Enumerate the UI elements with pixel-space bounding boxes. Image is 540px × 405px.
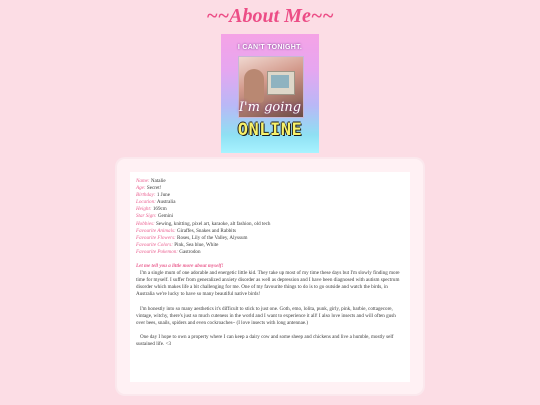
bio-paragraph: I'm honestly into so many aesthetics it's difficult to stick to just one. Goth, emo, lolita, punk, girly, pink, barbie, cottagecore, vintage, witchy, there's just so much cuteness in the world and I want to experience it all! I also love insects and will often gush over bees, snails, spiders and even cockroaches~ (I love insects with long antennae.) bbox=[136, 305, 396, 326]
profile-row bbox=[136, 221, 406, 228]
profile-label: Favourite Colors: bbox=[136, 241, 173, 248]
bio-paragraphs bbox=[136, 270, 406, 348]
banner-top-text: I CAN'T TONIGHT. bbox=[237, 44, 303, 51]
profile-value: Secret! bbox=[146, 185, 162, 192]
profile-value: Roses, Lily of the Valley, Alyssum bbox=[177, 234, 248, 241]
profile-row bbox=[136, 206, 406, 213]
profile-label: Birthday: bbox=[136, 192, 156, 199]
banner-script-text: I'm going bbox=[238, 100, 302, 115]
profile-row bbox=[136, 178, 406, 185]
profile-row bbox=[136, 192, 406, 199]
profile-value: Natalie bbox=[150, 178, 166, 184]
monitor-screen bbox=[271, 75, 289, 88]
profile-value: Sewing, knitting, pixel art, karaoke, alt fashion, old tech bbox=[155, 220, 271, 227]
im-going-online-banner-image bbox=[221, 34, 319, 153]
profile-value: Australia bbox=[156, 199, 176, 206]
profile-label: Height: bbox=[136, 206, 152, 213]
profile-value: Pink, Sea blue, White bbox=[174, 241, 219, 248]
profile-label: Star Sign: bbox=[136, 213, 157, 220]
profile-label: Name: bbox=[136, 178, 150, 184]
profile-value: Gastrodon bbox=[179, 248, 201, 255]
profile-value: Giraffes, Snakes and Rabbits bbox=[176, 227, 236, 234]
profile-label: Favourite Animals: bbox=[136, 227, 176, 234]
bio-intro: Let me tell you a little more about myself! bbox=[136, 263, 224, 270]
profile-row bbox=[136, 228, 406, 235]
profile-row bbox=[136, 235, 406, 242]
profile-label: Location: bbox=[136, 199, 156, 206]
profile-row bbox=[136, 249, 406, 256]
profile-value: Gemini bbox=[157, 213, 174, 220]
profile-row bbox=[136, 213, 406, 220]
bio-paragraph: I'm a single mum of one adorable and energetic little kid. They take up most of my time these days but I'm slowly finding more time for myself. I suffer from generalized anxiety disorder as well as depression and I have been diagnosed with autism spectrum disorder which makes life a bit challenging for me. One of my favourite things to do is to go outside and watch the birds, in Australia we're lucky to have so many beautiful native birds! bbox=[136, 270, 400, 298]
page-title: ~~About Me~~ bbox=[206, 5, 334, 27]
profile-list bbox=[136, 178, 406, 256]
profile-label: Favourite Pokemon: bbox=[136, 248, 179, 255]
profile-row bbox=[136, 242, 406, 249]
photo-person bbox=[244, 69, 264, 103]
profile-row bbox=[136, 185, 406, 192]
bio-paragraph: One day I hope to own a property where I can keep a dairy cow and some sheep and chickens and live a humble, mostly self sustained life. <3 bbox=[136, 333, 394, 347]
profile-value: 169cm bbox=[152, 206, 167, 213]
profile-label: Hobbies: bbox=[136, 220, 155, 227]
profile-label: Age: bbox=[136, 185, 146, 192]
profile-value: 1 June bbox=[156, 192, 170, 199]
about-card bbox=[130, 172, 410, 382]
profile-label: Favourite Flowers: bbox=[136, 234, 176, 241]
profile-row bbox=[136, 199, 406, 206]
banner-online-text: ONLINE bbox=[237, 120, 303, 140]
